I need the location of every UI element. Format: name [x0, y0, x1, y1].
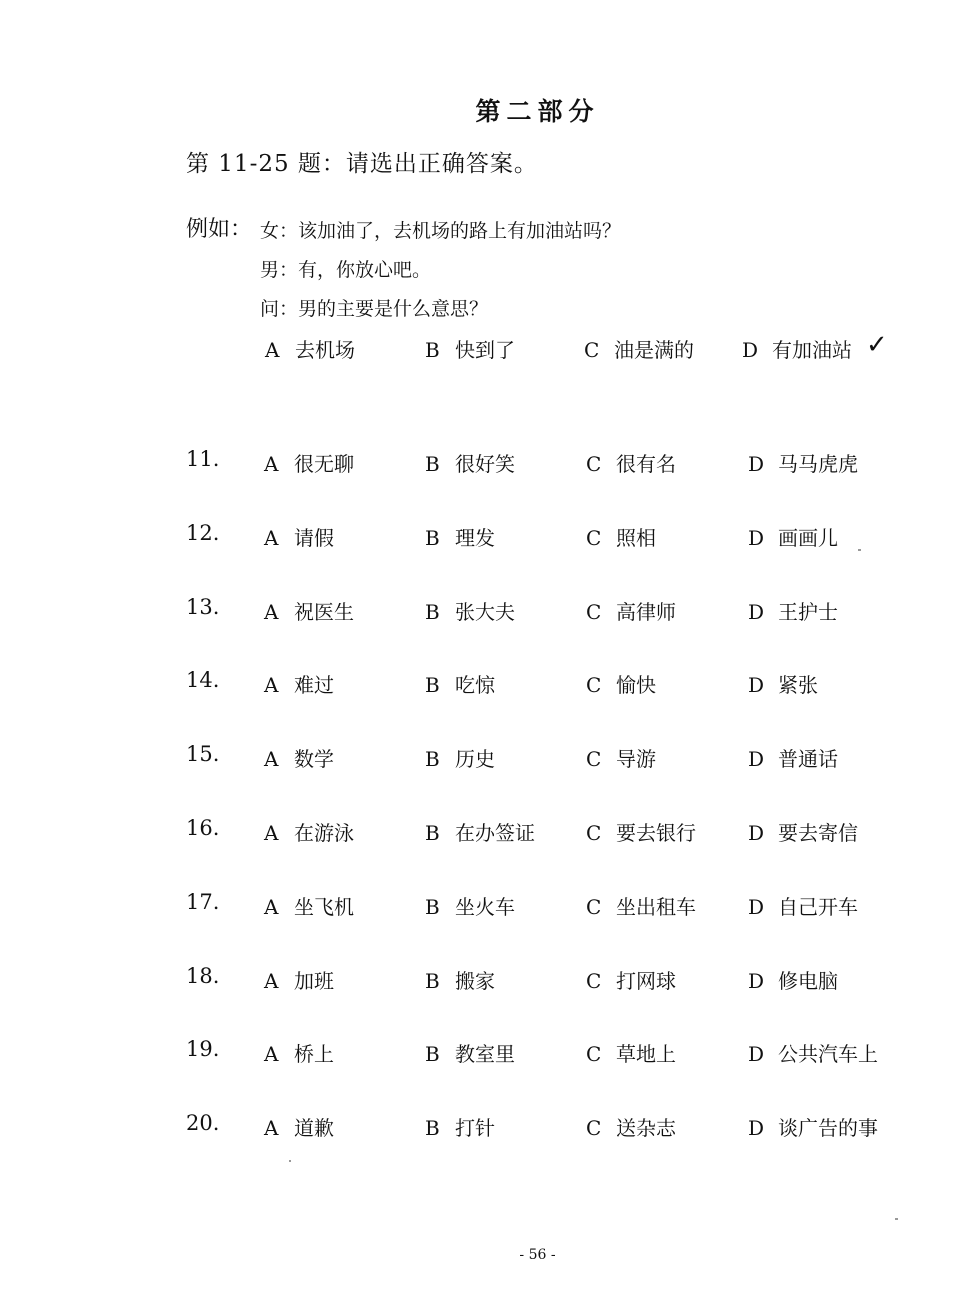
question-number: 20.: [186, 1111, 220, 1135]
option-letter: B: [425, 452, 440, 476]
option-text: 在办签证: [455, 821, 535, 845]
option-text: 打网球: [616, 969, 676, 993]
option-letter: B: [425, 600, 440, 624]
option-letter: B: [425, 1116, 440, 1140]
option-letter: A: [264, 747, 279, 771]
option-letter: C: [586, 747, 602, 771]
example-line-man: 男：有，你放心吧。: [260, 259, 432, 281]
question-option-d: [748, 1112, 878, 1141]
question-option-c: [586, 965, 676, 994]
option-letter: B: [425, 338, 440, 362]
question-number: 14.: [186, 668, 220, 692]
example-option-c: [584, 334, 694, 363]
question-option-d: [748, 817, 858, 846]
option-letter: B: [425, 969, 440, 993]
question-option-a: [264, 817, 354, 846]
option-letter: A: [264, 969, 279, 993]
option-letter: C: [586, 969, 602, 993]
option-text: 王护士: [778, 600, 838, 624]
option-letter: B: [425, 747, 440, 771]
question-option-a: [264, 743, 334, 772]
option-letter: D: [742, 338, 759, 362]
question-option-d: [748, 965, 838, 994]
option-letter: D: [748, 747, 765, 771]
option-letter: D: [748, 821, 765, 845]
question-option-b: [425, 596, 515, 625]
option-text: 谈广告的事: [778, 1116, 878, 1140]
question-option-c: [586, 1112, 676, 1141]
option-letter: A: [264, 895, 279, 919]
question-option-c: [586, 891, 696, 920]
question-option-b: [425, 1112, 495, 1141]
question-option-c: [586, 522, 656, 551]
option-text: 愉快: [616, 673, 656, 697]
option-text: 祝医生: [294, 600, 354, 624]
option-text: 要去银行: [616, 821, 696, 845]
option-text: 道歉: [294, 1116, 334, 1140]
option-letter: D: [748, 673, 765, 697]
question-option-a: [264, 669, 334, 698]
option-text: 很有名: [616, 452, 676, 476]
option-letter: C: [586, 452, 602, 476]
question-option-c: [586, 817, 696, 846]
option-letter: D: [748, 526, 765, 550]
question-option-a: [264, 1038, 334, 1067]
option-text: 去机场: [295, 338, 355, 362]
option-letter: C: [584, 338, 600, 362]
page-number: - 56 -: [519, 1247, 556, 1263]
option-text: 坐出租车: [616, 895, 696, 919]
option-text: 历史: [455, 747, 495, 771]
option-letter: D: [748, 1116, 765, 1140]
example-option-d: [742, 334, 852, 363]
option-text: 草地上: [616, 1042, 676, 1066]
option-text: 紧张: [778, 673, 818, 697]
option-text: 要去寄信: [778, 821, 858, 845]
option-text: 送杂志: [616, 1116, 676, 1140]
question-option-a: [264, 596, 354, 625]
option-text: 很无聊: [294, 452, 354, 476]
question-option-a: [264, 448, 354, 477]
option-text: 修电脑: [778, 969, 838, 993]
question-option-a: [264, 1112, 334, 1141]
question-number: 15.: [186, 742, 220, 766]
option-letter: D: [748, 452, 765, 476]
option-text: 公共汽车上: [778, 1042, 878, 1066]
option-letter: C: [586, 673, 602, 697]
question-option-a: [264, 965, 334, 994]
option-text: 有加油站: [772, 338, 852, 362]
option-letter: B: [425, 673, 440, 697]
question-option-d: [748, 669, 818, 698]
question-number: 13.: [186, 595, 220, 619]
question-option-b: [425, 1038, 515, 1067]
question-option-d: [748, 891, 858, 920]
instruction: 第 11-25 题：请选出正确答案。: [186, 151, 538, 177]
question-option-d: [748, 1038, 878, 1067]
scan-speck: [289, 1160, 291, 1162]
section-title: 第二部分: [475, 97, 600, 126]
question-option-b: [425, 743, 495, 772]
question-option-a: [264, 891, 354, 920]
option-letter: B: [425, 526, 440, 550]
example-option-a: [265, 334, 355, 363]
option-letter: B: [425, 1042, 440, 1066]
option-text: 快到了: [455, 338, 515, 362]
option-text: 很好笑: [455, 452, 515, 476]
option-letter: B: [425, 821, 440, 845]
option-text: 坐飞机: [294, 895, 354, 919]
option-text: 坐火车: [455, 895, 515, 919]
option-letter: A: [264, 526, 279, 550]
question-option-c: [586, 1038, 676, 1067]
example-option-b: [425, 334, 515, 363]
option-letter: D: [748, 969, 765, 993]
option-letter: C: [586, 1042, 602, 1066]
option-letter: A: [264, 600, 279, 624]
option-text: 加班: [294, 969, 334, 993]
question-option-c: [586, 596, 676, 625]
option-text: 搬家: [455, 969, 495, 993]
question-number: 19.: [186, 1037, 220, 1061]
option-text: 高律师: [616, 600, 676, 624]
option-text: 自己开车: [778, 895, 858, 919]
option-text: 画画儿: [778, 526, 838, 550]
option-letter: A: [264, 1042, 279, 1066]
question-number: 18.: [186, 964, 220, 988]
question-option-d: [748, 522, 838, 551]
example-line-question: 问：男的主要是什么意思？: [260, 298, 489, 320]
question-number: 12.: [186, 521, 220, 545]
question-option-b: [425, 522, 495, 551]
option-letter: A: [265, 338, 280, 362]
option-text: 打针: [455, 1116, 495, 1140]
check-mark-icon: ✓: [866, 330, 888, 360]
scan-speck: [858, 549, 861, 551]
option-text: 桥上: [294, 1042, 334, 1066]
option-letter: A: [264, 821, 279, 845]
question-number: 11.: [186, 447, 220, 471]
option-letter: A: [264, 452, 279, 476]
option-text: 普通话: [778, 747, 838, 771]
option-letter: D: [748, 1042, 765, 1066]
option-letter: A: [264, 1116, 279, 1140]
option-letter: C: [586, 895, 602, 919]
option-text: 马马虎虎: [778, 452, 858, 476]
option-letter: A: [264, 673, 279, 697]
option-text: 理发: [455, 526, 495, 550]
option-text: 在游泳: [294, 821, 354, 845]
option-letter: C: [586, 1116, 602, 1140]
question-number: 17.: [186, 890, 220, 914]
question-option-b: [425, 965, 495, 994]
option-letter: D: [748, 600, 765, 624]
option-letter: B: [425, 895, 440, 919]
question-option-b: [425, 669, 495, 698]
option-letter: D: [748, 895, 765, 919]
option-letter: C: [586, 600, 602, 624]
option-text: 照相: [616, 526, 656, 550]
option-text: 导游: [616, 747, 656, 771]
option-text: 张大夫: [455, 600, 515, 624]
question-option-c: [586, 743, 656, 772]
option-text: 数学: [294, 747, 334, 771]
question-option-b: [425, 448, 515, 477]
question-option-d: [748, 448, 858, 477]
option-letter: C: [586, 526, 602, 550]
example-line-woman: 女：该加油了，去机场的路上有加油站吗？: [260, 220, 622, 242]
option-text: 教室里: [455, 1042, 515, 1066]
question-option-b: [425, 891, 515, 920]
option-text: 吃惊: [455, 673, 495, 697]
example-label: 例如：: [186, 217, 253, 242]
option-letter: C: [586, 821, 602, 845]
question-option-d: [748, 596, 838, 625]
question-option-c: [586, 669, 656, 698]
option-text: 请假: [294, 526, 334, 550]
question-option-b: [425, 817, 535, 846]
option-text: 油是满的: [614, 338, 694, 362]
question-option-c: [586, 448, 676, 477]
question-number: 16.: [186, 816, 220, 840]
option-text: 难过: [294, 673, 334, 697]
question-option-a: [264, 522, 334, 551]
question-option-d: [748, 743, 838, 772]
scan-speck: [895, 1218, 898, 1220]
